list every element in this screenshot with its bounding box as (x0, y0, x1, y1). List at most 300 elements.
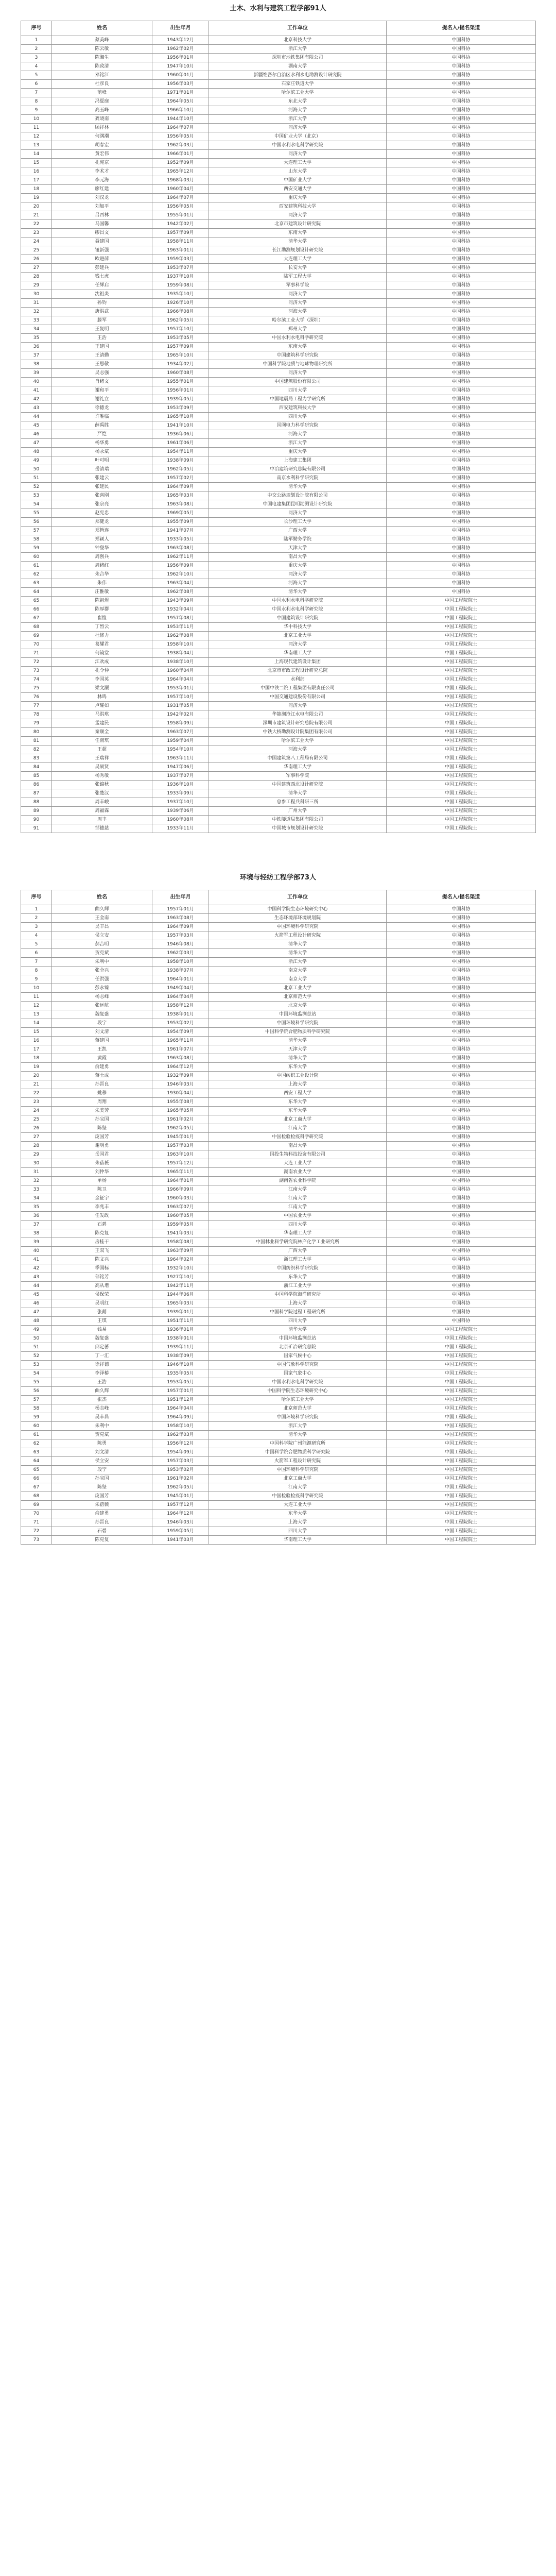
cell-nominator: 中国工程院院士 (387, 1352, 536, 1361)
cell-nominator: 中国科协 (387, 509, 536, 518)
cell-employer: 中国矿业大学 (209, 176, 387, 185)
cell-name: 邓铭江 (52, 71, 152, 80)
cell-employer: 江南大学 (209, 1194, 387, 1203)
cell-name: 贺克斌 (52, 1431, 152, 1439)
cell-index: 1 (21, 36, 52, 45)
cell-employer: 江南大学 (209, 1124, 387, 1133)
cell-birth: 1966年10月 (152, 106, 209, 115)
cell-name: 吴丰昌 (52, 923, 152, 931)
cell-employer: 火箭军工程设计研究院 (209, 1457, 387, 1466)
cell-employer: 陆军工程大学 (209, 273, 387, 281)
cell-index: 54 (21, 500, 52, 509)
cell-birth: 1952年09月 (152, 159, 209, 167)
cell-nominator: 中国工程院院士 (387, 754, 536, 763)
table-row (21, 1361, 536, 1369)
cell-employer: 中国环境科学研究院 (209, 1019, 387, 1028)
cell-employer: 同济大学 (209, 702, 387, 710)
table-row (21, 1045, 536, 1054)
cell-birth: 1961年02月 (152, 1115, 209, 1124)
cell-index: 52 (21, 483, 52, 492)
cell-birth: 1964年04月 (152, 675, 209, 684)
cell-employer: 江南大学 (209, 1185, 387, 1194)
cell-name: 黄霞 (52, 1054, 152, 1063)
header-index: 序号 (21, 21, 52, 36)
table-row (21, 1413, 536, 1422)
cell-name: 杨华勇 (52, 439, 152, 448)
cell-name: 孟建民 (52, 719, 152, 728)
table-row (21, 1475, 536, 1483)
cell-birth: 1956年09月 (152, 562, 209, 570)
cell-name: 蔡美峰 (52, 36, 152, 45)
cell-name: 张楚汉 (52, 789, 152, 798)
cell-index: 45 (21, 1291, 52, 1299)
cell-employer: 四川大学 (209, 1221, 387, 1229)
cell-index: 68 (21, 623, 52, 632)
cell-birth: 1960年08月 (152, 816, 209, 824)
cell-employer: 清华大学 (209, 483, 387, 492)
cell-nominator: 中国工程院院士 (387, 1396, 536, 1404)
cell-name: 王浩 (52, 334, 152, 343)
cell-birth: 1938年01月 (152, 1010, 209, 1019)
table-row (21, 967, 536, 975)
cell-index: 28 (21, 273, 52, 281)
table-row (21, 150, 536, 159)
cell-birth: 1964年09月 (152, 483, 209, 492)
header-nominator: 提名人/提名渠道 (387, 890, 536, 905)
cell-index: 84 (21, 763, 52, 772)
cell-birth: 1941年03月 (152, 1536, 209, 1545)
table-row (21, 1396, 536, 1404)
table-row (21, 579, 536, 588)
cell-nominator: 中国科协 (387, 1010, 536, 1019)
cell-name: 季国标 (52, 1264, 152, 1273)
cell-nominator: 中国工程院院士 (387, 737, 536, 745)
cell-index: 20 (21, 1072, 52, 1080)
header-birth: 出生年月 (152, 890, 209, 905)
cell-index: 7 (21, 958, 52, 967)
cell-employer: 北京工商大学 (209, 1115, 387, 1124)
cell-index: 56 (21, 518, 52, 527)
cell-birth: 1957年02月 (152, 474, 209, 483)
cell-birth: 1962年08月 (152, 588, 209, 597)
cell-employer: 南京大学 (209, 975, 387, 984)
table-row (21, 1492, 536, 1501)
cell-employer: 华南理工大学 (209, 649, 387, 658)
cell-employer: 江南大学 (209, 1483, 387, 1492)
table-row (21, 430, 536, 439)
cell-nominator: 中国科协 (387, 1080, 536, 1089)
cell-nominator: 中国科协 (387, 167, 536, 176)
cell-employer: 北京矿冶研究总院 (209, 1343, 387, 1352)
cell-employer: 清华大学 (209, 789, 387, 798)
cell-birth: 1932年04月 (152, 605, 209, 614)
cell-employer: 陆军勤务学院 (209, 535, 387, 544)
table-row (21, 667, 536, 675)
cell-nominator: 中国工程院院士 (387, 710, 536, 719)
cell-birth: 1953年05月 (152, 334, 209, 343)
cell-name: 段宁 (52, 1019, 152, 1028)
cell-birth: 1956年01月 (152, 386, 209, 395)
cell-nominator: 中国工程院院士 (387, 1431, 536, 1439)
cell-birth: 1945年01月 (152, 1492, 209, 1501)
cell-index: 55 (21, 509, 52, 518)
cell-name: 庞国芳 (52, 1492, 152, 1501)
table-row (21, 141, 536, 150)
table-row (21, 246, 536, 255)
cell-nominator: 中国科协 (387, 264, 536, 273)
cell-nominator: 中国科协 (387, 544, 536, 553)
table-row (21, 474, 536, 483)
cell-name: 周丰峻 (52, 798, 152, 807)
cell-name: 赵宪忠 (52, 509, 152, 518)
cell-name: 马国馨 (52, 220, 152, 229)
cell-name: 魏复盛 (52, 1334, 152, 1343)
cell-name: 秦顺全 (52, 728, 152, 737)
cell-employer: 北京工业大学 (209, 632, 387, 640)
cell-index: 17 (21, 1045, 52, 1054)
cell-employer: 中国环境科学研究院 (209, 1466, 387, 1475)
cell-employer: 上海大学 (209, 1518, 387, 1527)
cell-employer: 中国科学院过程工程研究所 (209, 1308, 387, 1317)
cell-index: 59 (21, 544, 52, 553)
table-row (21, 949, 536, 958)
cell-birth: 1927年10月 (152, 1273, 209, 1282)
cell-name: 吴丰昌 (52, 1413, 152, 1422)
cell-name: 朱蓓薇 (52, 1501, 152, 1510)
cell-name: 聂建国 (52, 238, 152, 246)
cell-birth: 1959年05月 (152, 1527, 209, 1536)
cell-name: 蒋士成 (52, 1072, 152, 1080)
cell-birth: 1937年10月 (152, 798, 209, 807)
cell-birth: 1956年05月 (152, 132, 209, 141)
cell-birth: 1958年09月 (152, 719, 209, 728)
cell-nominator: 中国科协 (387, 931, 536, 940)
cell-nominator: 中国科协 (387, 958, 536, 967)
cell-index: 75 (21, 684, 52, 693)
cell-nominator: 中国科协 (387, 1002, 536, 1010)
cell-nominator: 中国科协 (387, 369, 536, 378)
cell-birth: 1956年01月 (152, 54, 209, 62)
cell-name: 杜彦良 (52, 80, 152, 89)
cell-index: 8 (21, 97, 52, 106)
cell-nominator: 中国科协 (387, 62, 536, 71)
cell-name: 吕西林 (52, 211, 152, 220)
cell-nominator: 中国科协 (387, 1177, 536, 1185)
cell-employer: 中交公路规划设计院有限公司 (209, 492, 387, 500)
table-row (21, 958, 536, 967)
cell-nominator: 中国科协 (387, 343, 536, 351)
table-row (21, 54, 536, 62)
cell-employer: 中国环境科学研究院 (209, 1413, 387, 1422)
table-row (21, 439, 536, 448)
cell-birth: 1962年05月 (152, 316, 209, 325)
table-row (21, 1457, 536, 1466)
table-row (21, 1212, 536, 1221)
cell-index: 36 (21, 1212, 52, 1221)
cell-name: 刘文清 (52, 1448, 152, 1457)
cell-employer: 南昌大学 (209, 553, 387, 562)
cell-name: 薛禹胜 (52, 421, 152, 430)
cell-nominator: 中国科协 (387, 1133, 536, 1142)
cell-employer: 湖南大学 (209, 62, 387, 71)
cell-index: 33 (21, 1185, 52, 1194)
cell-nominator: 中国工程院院士 (387, 1536, 536, 1545)
cell-index: 6 (21, 80, 52, 89)
cell-index: 71 (21, 1518, 52, 1527)
cell-employer: 中国交通建设股份有限公司 (209, 693, 387, 702)
cell-birth: 1964年01月 (152, 1177, 209, 1185)
cell-index: 49 (21, 456, 52, 465)
cell-employer: 总参工程兵科研三所 (209, 798, 387, 807)
cell-name: 谢明勇 (52, 1142, 152, 1150)
cell-employer: 中国纺织工业设计院 (209, 1072, 387, 1080)
table-row (21, 684, 536, 693)
cell-name: 曲久辉 (52, 1387, 152, 1396)
cell-birth: 1951年12月 (152, 1396, 209, 1404)
cell-birth: 1962年05月 (152, 465, 209, 474)
cell-employer: 同济大学 (209, 150, 387, 159)
cell-birth: 1963年08月 (152, 500, 209, 509)
cell-nominator: 中国科协 (387, 1045, 536, 1054)
cell-birth: 1957年01月 (152, 905, 209, 914)
cell-birth: 1954年10月 (152, 745, 209, 754)
cell-name: 黄宏伟 (52, 150, 152, 159)
cell-employer: 中国水利水电科学研究院 (209, 597, 387, 605)
cell-nominator: 中国科协 (387, 299, 536, 308)
cell-name: 王复明 (52, 325, 152, 334)
cell-birth: 1953年09月 (152, 404, 209, 413)
header-name: 姓名 (52, 890, 152, 905)
cell-nominator: 中国科协 (387, 1037, 536, 1045)
table-body (21, 36, 536, 833)
table-row (21, 914, 536, 923)
table-row (21, 80, 536, 89)
cell-nominator: 中国工程院院士 (387, 1413, 536, 1422)
cell-birth: 1962年03月 (152, 1431, 209, 1439)
cell-birth: 1962年08月 (152, 632, 209, 640)
cell-birth: 1937年07月 (152, 772, 209, 781)
cell-name: 彭建兵 (52, 264, 152, 273)
cell-index: 23 (21, 1098, 52, 1107)
cell-index: 87 (21, 789, 52, 798)
cell-index: 14 (21, 150, 52, 159)
cell-index: 53 (21, 1361, 52, 1369)
table-row (21, 89, 536, 97)
table-row (21, 1352, 536, 1361)
cell-index: 27 (21, 264, 52, 273)
cell-index: 21 (21, 211, 52, 220)
table-row (21, 640, 536, 649)
cell-name: 谢礼立 (52, 395, 152, 404)
cell-birth: 1946年03月 (152, 1518, 209, 1527)
cell-index: 20 (21, 202, 52, 211)
cell-nominator: 中国科协 (387, 141, 536, 150)
cell-index: 8 (21, 967, 52, 975)
cell-birth: 1963年10月 (152, 1150, 209, 1159)
table-row (21, 97, 536, 106)
cell-index: 11 (21, 124, 52, 132)
cell-nominator: 中国科协 (387, 54, 536, 62)
cell-name: 陈政清 (52, 62, 152, 71)
cell-employer: 水利部 (209, 675, 387, 684)
cell-birth: 1963年11月 (152, 754, 209, 763)
cell-employer: 河海大学 (209, 579, 387, 588)
table-row (21, 772, 536, 781)
cell-nominator: 中国科协 (387, 194, 536, 202)
cell-nominator: 中国科协 (387, 967, 536, 975)
cell-birth: 1957年10月 (152, 693, 209, 702)
table-row (21, 781, 536, 789)
cell-employer: 中国科学院生态环境研究中心 (209, 905, 387, 914)
cell-employer: 中国环境监测总站 (209, 1334, 387, 1343)
cell-nominator: 中国科协 (387, 308, 536, 316)
cell-birth: 1953年07月 (152, 264, 209, 273)
cell-name: 侯保荣 (52, 1291, 152, 1299)
cell-name: 侯立安 (52, 931, 152, 940)
cell-index: 29 (21, 1150, 52, 1159)
cell-employer: 石家庄铁道大学 (209, 80, 387, 89)
cell-nominator: 中国科协 (387, 1256, 536, 1264)
cell-birth: 1962年05月 (152, 1124, 209, 1133)
cell-nominator: 中国工程院院士 (387, 1527, 536, 1536)
cell-nominator: 中国工程院院士 (387, 781, 536, 789)
cell-nominator: 中国工程院院士 (387, 728, 536, 737)
table-row (21, 220, 536, 229)
cell-employer: 中国水利水电科学研究院 (209, 334, 387, 343)
section-environment-textile (21, 869, 535, 1545)
cell-birth: 1959年04月 (152, 737, 209, 745)
table-row (21, 1150, 536, 1159)
table-row (21, 710, 536, 719)
cell-employer: 同济大学 (209, 640, 387, 649)
cell-name: 周福霖 (52, 807, 152, 816)
cell-employer: 深圳市地铁集团有限公司 (209, 54, 387, 62)
cell-employer: 上海大学 (209, 1080, 387, 1089)
cell-index: 30 (21, 1159, 52, 1168)
cell-index: 59 (21, 1413, 52, 1422)
cell-employer: 国网电力科学研究院 (209, 421, 387, 430)
cell-birth: 1939年05月 (152, 395, 209, 404)
cell-employer: 中国电建集团昆明勘测设计研究院 (209, 500, 387, 509)
cell-birth: 1962年02月 (152, 45, 209, 54)
table-row (21, 351, 536, 360)
cell-name: 庞国芳 (52, 1133, 152, 1142)
cell-nominator: 中国工程院院士 (387, 1492, 536, 1501)
table-row (21, 413, 536, 421)
cell-employer: 西安建筑科技大学 (209, 202, 387, 211)
cell-index: 25 (21, 1115, 52, 1124)
cell-birth: 1939年06月 (152, 807, 209, 816)
cell-name: 许唯临 (52, 413, 152, 421)
cell-index: 5 (21, 71, 52, 80)
cell-birth: 1965年03月 (152, 1299, 209, 1308)
cell-name: 郑颖人 (52, 535, 152, 544)
table-row (21, 1028, 536, 1037)
cell-name: 钟登华 (52, 544, 152, 553)
cell-nominator: 中国科协 (387, 1229, 536, 1238)
cell-birth: 1946年03月 (152, 1080, 209, 1089)
cell-employer: 北京科技大学 (209, 36, 387, 45)
cell-name: 任南琪 (52, 737, 152, 745)
cell-nominator: 中国工程院院士 (387, 816, 536, 824)
table-row (21, 1221, 536, 1229)
cell-birth: 1966年08月 (152, 308, 209, 316)
cell-index: 58 (21, 535, 52, 544)
cell-birth: 1949年04月 (152, 984, 209, 993)
cell-employer: 东华大学 (209, 1510, 387, 1518)
table-row (21, 1133, 536, 1142)
cell-employer: 中国检验检疫科学研究院 (209, 1492, 387, 1501)
table-row (21, 176, 536, 185)
cell-employer: 大连工业大学 (209, 1501, 387, 1510)
cell-index: 40 (21, 1247, 52, 1256)
cell-nominator: 中国工程院院士 (387, 623, 536, 632)
cell-birth: 1963年04月 (152, 579, 209, 588)
cell-name: 张建民 (52, 483, 152, 492)
cell-nominator: 中国科协 (387, 500, 536, 509)
cell-nominator: 中国科协 (387, 439, 536, 448)
cell-employer: 东北大学 (209, 97, 387, 106)
table-row (21, 1291, 536, 1299)
cell-birth: 1962年11月 (152, 553, 209, 562)
cell-nominator: 中国科协 (387, 588, 536, 597)
cell-birth: 1953年02月 (152, 1019, 209, 1028)
cell-birth: 1964年05月 (152, 97, 209, 106)
cell-birth: 1969年05月 (152, 509, 209, 518)
cell-employer: 山东大学 (209, 167, 387, 176)
table-header-row (21, 21, 536, 36)
cell-employer: 北京工商大学 (209, 1475, 387, 1483)
cell-name: 李泽椿 (52, 1369, 152, 1378)
cell-birth: 1957年12月 (152, 1159, 209, 1168)
cell-index: 83 (21, 754, 52, 763)
table-row (21, 456, 536, 465)
cell-index: 51 (21, 474, 52, 483)
cell-name: 王建国 (52, 343, 152, 351)
cell-birth: 1938年07月 (152, 967, 209, 975)
cell-name: 邱定蕃 (52, 1343, 152, 1352)
cell-nominator: 中国科协 (387, 527, 536, 535)
table-row (21, 194, 536, 202)
table-row (21, 185, 536, 194)
table-row (21, 1124, 536, 1133)
table-row (21, 1168, 536, 1177)
cell-birth: 1960年08月 (152, 369, 209, 378)
table-row (21, 1536, 536, 1545)
cell-index: 9 (21, 975, 52, 984)
cell-index: 1 (21, 905, 52, 914)
cell-employer: 郑州大学 (209, 325, 387, 334)
table-row (21, 1203, 536, 1212)
cell-name: 徐德龙 (52, 404, 152, 413)
cell-birth: 1964年09月 (152, 1413, 209, 1422)
cell-birth: 1938年10月 (152, 658, 209, 667)
cell-name: 俞建勇 (52, 1510, 152, 1518)
cell-employer: 哈尔滨工业大学 (209, 89, 387, 97)
cell-nominator: 中国科协 (387, 115, 536, 124)
table-row (21, 132, 536, 141)
cell-employer: 哈尔滨工业大学 (209, 737, 387, 745)
cell-employer: 军事科学院 (209, 772, 387, 781)
table-row (21, 1019, 536, 1028)
cell-employer: 北京市市政工程设计研究总院 (209, 667, 387, 675)
table-row (21, 334, 536, 343)
cell-index: 45 (21, 421, 52, 430)
cell-employer: 同济大学 (209, 124, 387, 132)
cell-nominator: 中国工程院院士 (387, 1326, 536, 1334)
cell-employer: 中铁大桥勘测设计院集团有限公司 (209, 728, 387, 737)
cell-birth: 1963年07月 (152, 728, 209, 737)
